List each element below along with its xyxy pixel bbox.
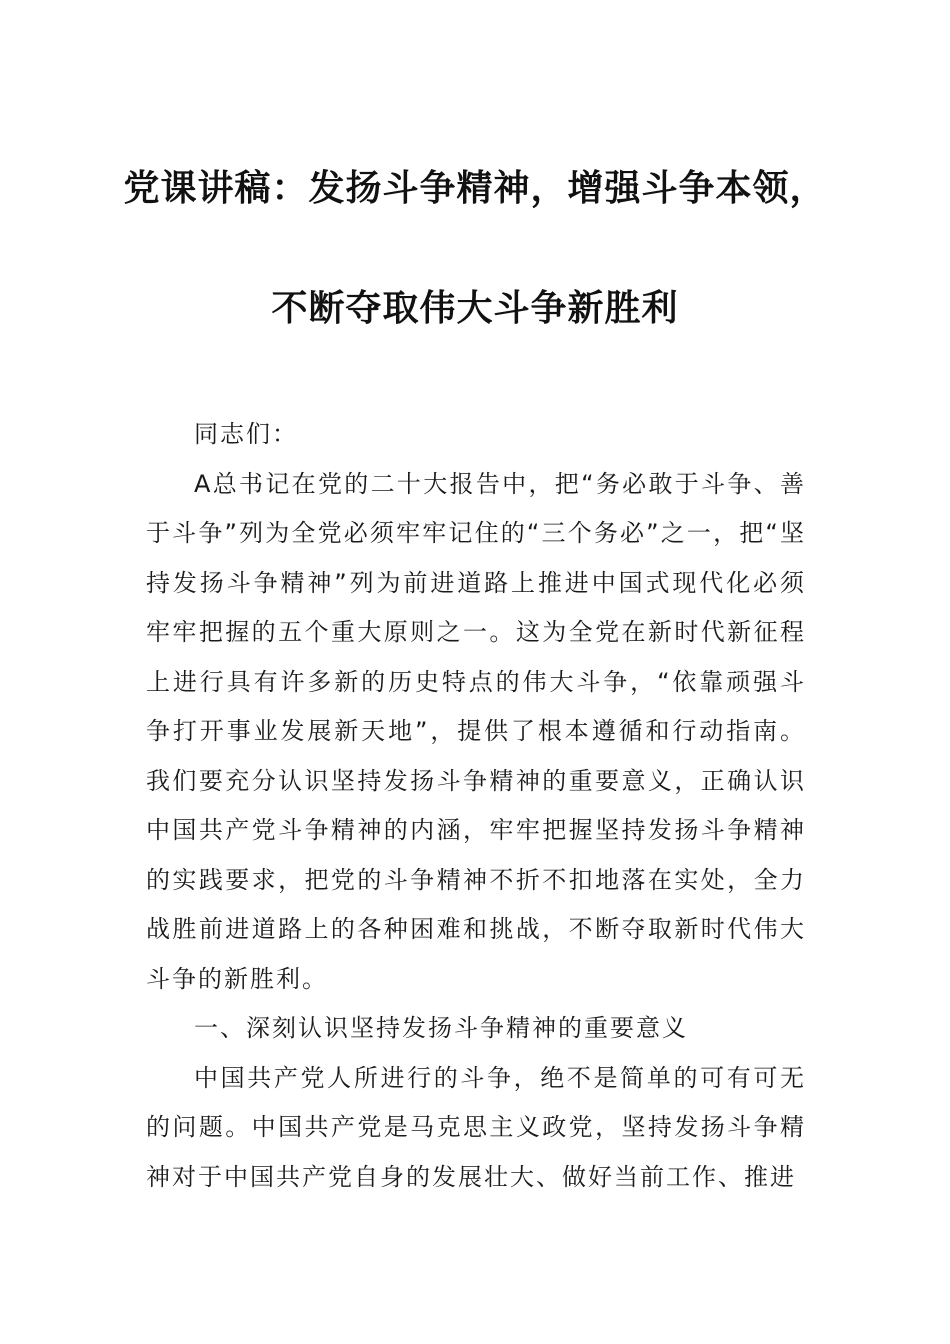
document-body (146, 410, 806, 1202)
body-paragraph-intro: A总书记在党的二十大报告中，把“务必敢于斗争、善于斗争”列为全党必须牢牢记住的“三个务必”之一，把“坚持发扬斗争精神”列为前进道路上推进中国式现代化必须牢牢把握的五个重大原则之一。这为全党在新时代新征程上进行具有许多新的历史特点的伟大斗争，“依靠顽强斗争打开事业发展新天地”，提供了根本遵循和行动指南。我们要充分认识坚持发扬斗争精神的重要意义，正确认识中国共产党斗争精神的内涵，牢牢把握坚持发扬斗争精神的实践要求，把党的斗争精神不折不扣地落在实处，全力战胜前进道路上的各种困难和挑战，不断夺取新时代伟大斗争的新胜利。 (146, 469, 806, 993)
section-heading-1: 一、深刻认识坚持发扬斗争精神的重要意义 (194, 1014, 688, 1042)
body-paragraph-section-1: 中国共产党人所进行的斗争，绝不是简单的可有可无的问题。中国共产党是马克思主义政党，坚持发扬斗争精神对于中国共产党自身的发展壮大、做好当前工作、推进 (146, 1063, 806, 1191)
document-title-line-2: 不断夺取伟大斗争新胜利 (271, 287, 679, 329)
document-title-line-1: 党课讲稿：发扬斗争精神，增强斗争本领， (123, 167, 827, 209)
salutation: 同志们： (194, 420, 298, 448)
